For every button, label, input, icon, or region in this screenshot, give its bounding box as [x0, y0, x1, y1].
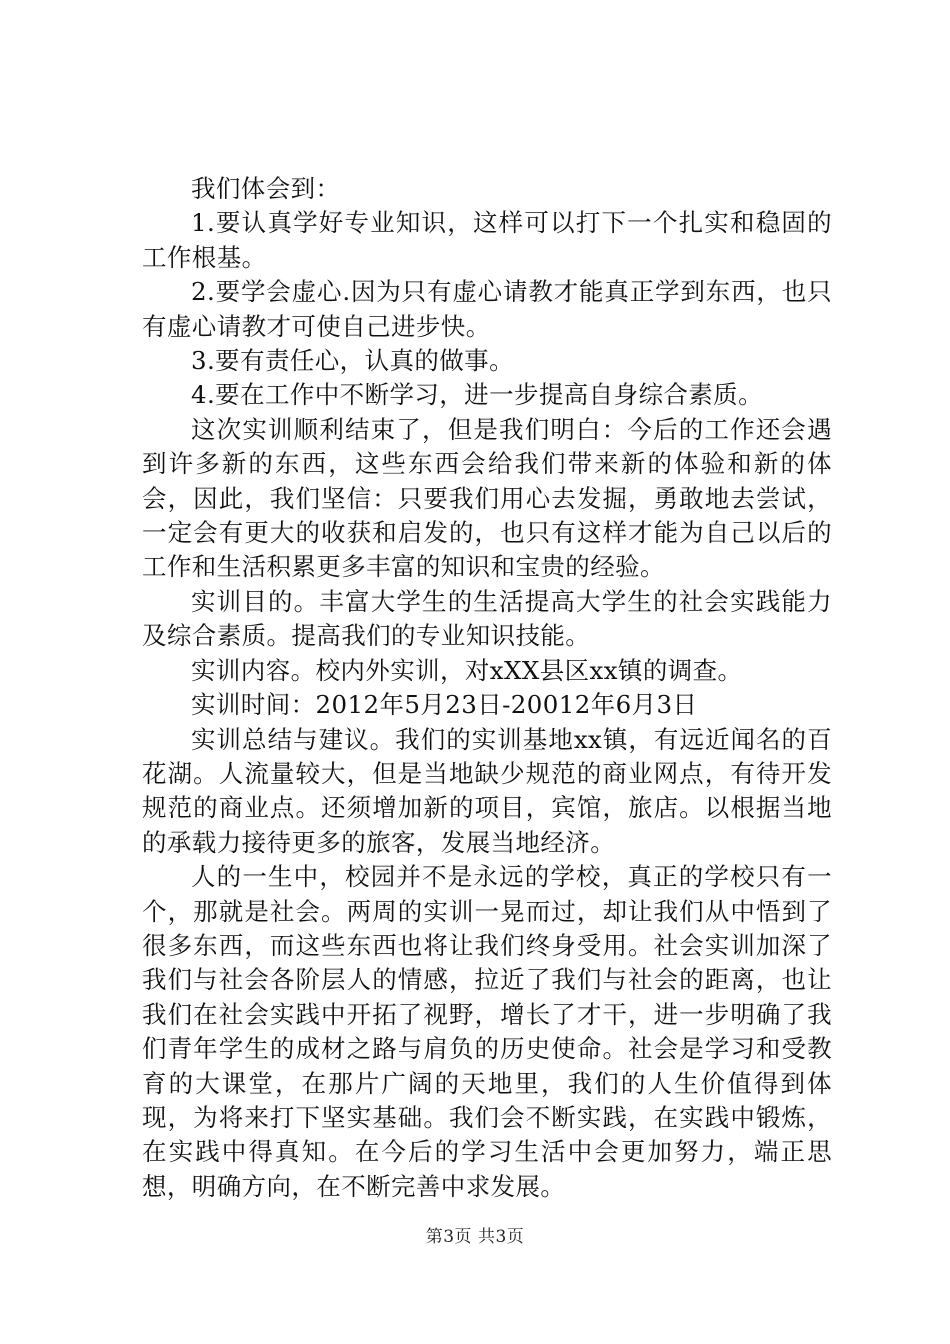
document-body — [142, 172, 832, 1204]
paragraph-reflection: 人的一生中，校园并不是永远的学校，真正的学校只有一个，那就是社会。两周的实训一晃而过，却让我们从中悟到了很多东西，而这些东西也将让我们终身受用。社会实训加深了我们与社会各阶层人的情感，拉近了我们与社会的距离，也让我们在社会实践中开拓了视野，增长了才干，进一步明确了我们青年学生的成材之路与肩负的历史使命。社会是学习和受教育的大课堂，在那片广阔的天地里，我们的人生价值得到体现，为将来打下坚实基础。我们会不断实践，在实践中锻炼，在实践中得真知。在今后的学习生活中会更加努力，端正思想，明确方向，在不断完善中求发展。 — [142, 862, 832, 1201]
paragraph-intro: 我们体会到： — [191, 174, 341, 203]
page-footer: 第3页 共3页 — [425, 1227, 525, 1247]
paragraph-content: 实训内容。校内外实训，对xXX县区xx镇的调查。 — [191, 655, 743, 685]
paragraph-suggestion: 实训总结与建议。我们的实训基地xx镇，有远近闻名的百花湖。人流量较大，但是当地缺少规范的商业网点，有待开发规范的商业点。还须增加新的项目，宾馆，旅店。以根据当地的承载力接待更多的旅客，发展当地经济。 — [142, 724, 832, 857]
paragraph-point-4: 4.要在工作中不断学习，进一步提高自身综合素质。 — [191, 380, 763, 410]
paragraph-conclusion: 这次实训顺利结束了，但是我们明白：今后的工作还会遇到许多新的东西，这些东西会给我们带来新的体验和新的体会，因此，我们坚信：只要我们用心去发掘，勇敢地去尝试，一定会有更大的收获和启发的，也只有这样才能为自己以后的工作和生活积累更多丰富的知识和宝贵的经验。 — [142, 414, 832, 582]
paragraph-time: 实训时间：2012年5月23日-20012年6月3日 — [191, 690, 698, 720]
paragraph-point-2: 2.要学会虚心.因为只有虚心请教才能真正学到东西，也只有虚心请教才可使自己进步快。 — [142, 277, 832, 341]
paragraph-point-1: 1.要认真学好专业知识，这样可以打下一个扎实和稳固的工作根基。 — [142, 208, 832, 272]
paragraph-purpose: 实训目的。丰富大学生的生活提高大学生的社会实践能力及综合素质。提高我们的专业知识技能。 — [142, 586, 832, 651]
paragraph-point-3: 3.要有责任心，认真的做事。 — [191, 346, 514, 376]
